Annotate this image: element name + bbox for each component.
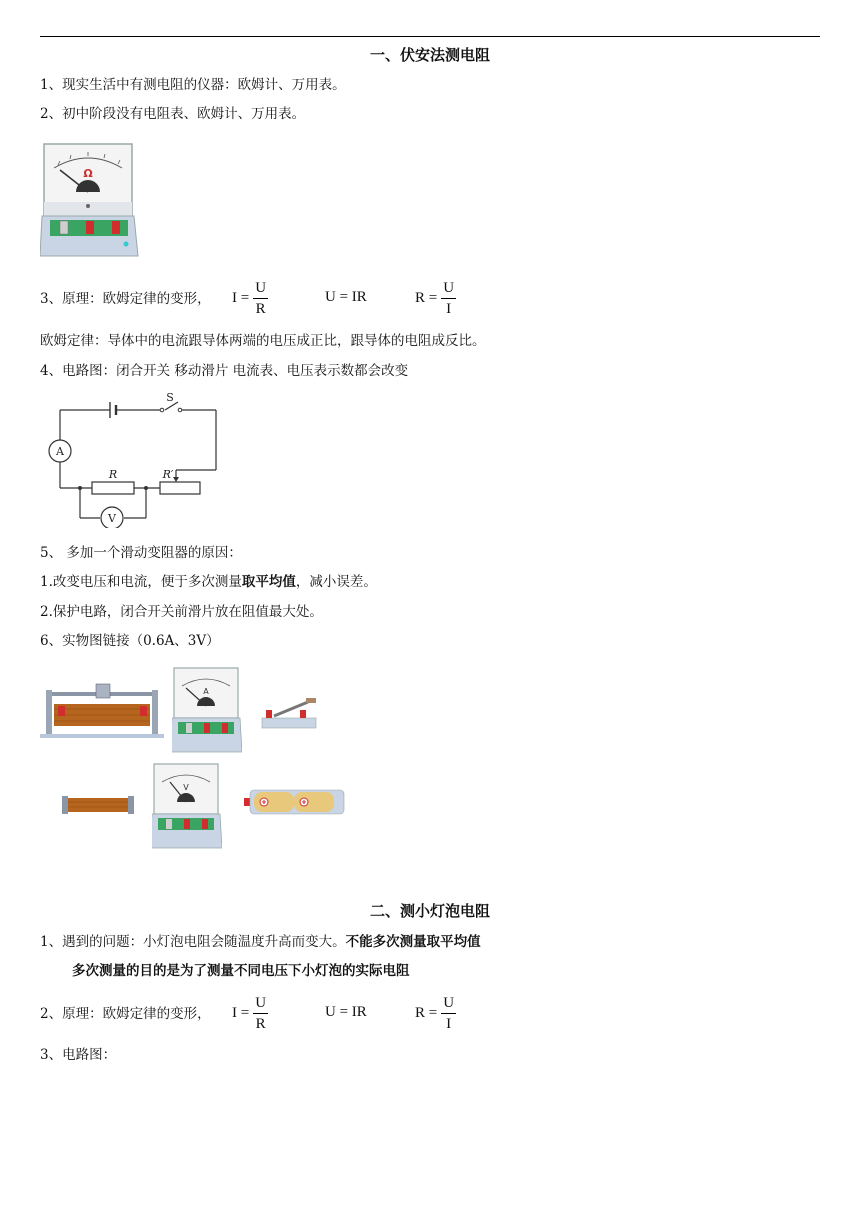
sliding-rheostat-illustration xyxy=(40,682,164,742)
battery-pack-illustration xyxy=(242,788,346,818)
section2-title: 二、测小灯泡电阻 xyxy=(369,902,490,920)
s2-item2-prefix: 2、原理：欧姆定律的变形， xyxy=(40,1006,211,1022)
s2-formula-r-lhs: R = xyxy=(415,1004,438,1021)
top-rule xyxy=(40,36,820,37)
resistor-label: R xyxy=(108,468,118,481)
s2-item3: 3、电路图： xyxy=(40,1047,117,1063)
s2-formula-r-den: R xyxy=(255,1016,266,1032)
s2-formula-u-num: U xyxy=(253,993,268,1014)
s1-formula-r xyxy=(415,278,456,319)
section1-title: 一、伏安法测电阻 xyxy=(369,46,490,64)
ohm-law: 欧姆定律：导体中的电流跟导体两端的电压成正比，跟导体的电阻成反比。 xyxy=(40,333,486,349)
s1-formula-i xyxy=(232,278,268,319)
formula-i-lhs: I = xyxy=(232,289,250,306)
formula-r-lhs: R = xyxy=(415,289,438,306)
rheostat-label: R′ xyxy=(162,468,174,481)
s2-item1-bold: 不能多次测量取平均值 xyxy=(345,934,481,950)
ammeter-dial-letter: A xyxy=(203,687,209,696)
s1-item4: 4、电路图：闭合开关 移动滑片 电流表、电压表示数都会改变 xyxy=(40,363,409,379)
reason1-text-b: ，减小误差。 xyxy=(295,574,377,590)
circuit-diagram xyxy=(44,388,224,528)
formula-u-num-2: U xyxy=(441,278,456,299)
s1-item1: 1、现实生活中有测电阻的仪器：欧姆计、万用表。 xyxy=(40,77,346,93)
fixed-resistor-illustration xyxy=(62,792,134,818)
s1-item6: 6、实物图链接（0.6A、3V） xyxy=(40,633,220,649)
reason1-text-a: 1.改变电压和电流，便于多次测量 xyxy=(40,574,242,590)
s1-item5: 5、 多加一个滑动变阻器的原因： xyxy=(40,545,242,561)
s1-item3-prefix: 3、原理：欧姆定律的变形， xyxy=(40,291,211,307)
s2-formula-u: U = IR xyxy=(325,1004,367,1020)
formula-u-num: U xyxy=(253,278,268,299)
voltmeter-illustration xyxy=(152,762,222,850)
s2-formula-u-num-2: U xyxy=(441,993,456,1014)
s2-item1-text: 1、遇到的问题：小灯泡电阻会随温度升高而变大。 xyxy=(40,934,346,950)
formula-i-den: I xyxy=(446,301,452,317)
ammeter-illustration xyxy=(172,666,242,754)
ammeter-label: A xyxy=(56,445,64,458)
s2-formula-i-den: I xyxy=(446,1016,452,1032)
s1-formula-u: U = IR xyxy=(325,289,367,305)
s2-formula-i xyxy=(232,993,268,1034)
s2-formula-r xyxy=(415,993,456,1034)
voltmeter-label: V xyxy=(108,512,116,525)
ohmmeter-illustration xyxy=(40,140,140,264)
switch-label: S xyxy=(166,391,174,404)
s2-item1 xyxy=(40,932,481,952)
reason1-bold: 取平均值 xyxy=(241,574,296,590)
s2-note-bold: 多次测量的目的是为了测量不同电压下小灯泡的实际电阻 xyxy=(72,963,410,979)
formula-r-den: R xyxy=(255,301,266,317)
ohm-symbol: Ω xyxy=(83,167,93,180)
s1-reason1 xyxy=(40,572,377,592)
knife-switch-illustration xyxy=(260,696,320,730)
s1-reason2: 2.保护电路，闭合开关前滑片放在阻值最大处。 xyxy=(40,604,323,620)
s2-item1-note xyxy=(72,961,410,981)
voltmeter-dial-letter: V xyxy=(183,783,189,792)
s1-item2: 2、初中阶段没有电阻表、欧姆计、万用表。 xyxy=(40,106,306,122)
s2-formula-i-lhs: I = xyxy=(232,1004,250,1021)
